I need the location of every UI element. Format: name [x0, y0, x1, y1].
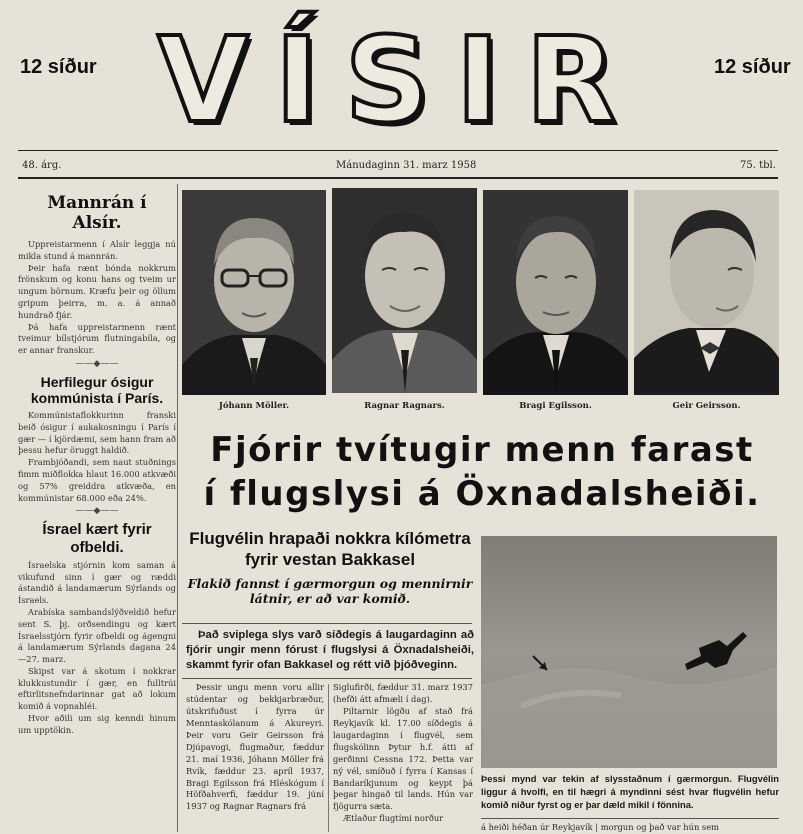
masthead-rule-bottom — [18, 177, 778, 179]
crash-photo-caption — [481, 772, 779, 811]
story-paragraph: Arabíska sambandslýðveldið hefur sent S. þj. orðsendingu og kært Ísraelsstjórn fyrir ofbeldi og ágengni á landamærum Sýrlands dagana 24—27. marz. — [18, 606, 176, 665]
story-paragraph: Skipst var á skotum í nokkrar klukkustundir í gær, en fulltrúi eftirlitsnefndarinnar gat að lokum komið á vopnahléi. — [18, 665, 176, 712]
lead-rule — [182, 678, 472, 679]
story-paragraph: Frambjóðandi, sem naut stuðnings fimm miðflokka hlaut 16.000 atkvæði og 57% greiddra atkvæða, en kommúnistar 68.000 eða 24%. — [18, 457, 176, 503]
newspaper-title: VÍSIR — [157, 11, 643, 149]
column-divider — [177, 184, 178, 832]
body-column-1 — [186, 682, 324, 813]
pages-count-left: 12 síður — [20, 56, 97, 78]
lead-text: Það sviplega slys varð síðdegis á laugardaginn að fjórir ungir menn fórust í flugslysi á Öxnadalsheiði, skammt fyrir ofan Bakkasel og rétt við þjóðveginn. — [186, 629, 474, 671]
body-text: Ætlaður flugtími norður — [343, 813, 444, 824]
portrait-photo-ragnar — [332, 188, 477, 393]
body-text: Þessir ungu menn voru allir stúdentar og bekkjarbræður, útskrifuðust í fyrra úr Menntaskólanum á Akureyri. Þeir voru Geir Geirsson frá Djúpavogi, flugmaður, fæddur 21. maí 1936, Jóhann Möller frá Rvík, fæddur 23. apríl 1937, Bragi Egilsson frá Hléskógum í Höfðahverfi, fæddur 19. júní 1937 og Ragnar Ragnars frá — [186, 682, 324, 812]
caption-rule — [481, 818, 779, 819]
continued-text: á heiði héðan úr Reykjavík | morgun og það var hún sem — [481, 822, 719, 832]
body-column-divider — [328, 684, 329, 832]
story-headline-paris: Herfilegur ósigur kommúnista í París. — [30, 373, 164, 406]
issue-date: Mánudaginn 31. marz 1958 — [336, 160, 477, 171]
volume-year: 48. árg. — [22, 160, 62, 171]
portrait-photo-johann — [182, 190, 326, 395]
portrait-photo-geir — [634, 190, 779, 395]
story-headline-israel: Ísrael kært fyrir ofbeldi. — [42, 521, 152, 556]
photo-caption-text: Þessi mynd var tekin af slysstaðnum í gærmorgun. Flugvélin liggur á hvolfi, en til hægri á myndinni sést hvar flugvélin hefur komið niður fyrst og er þar dæld mikil í fönnina. — [481, 773, 779, 810]
photo-caption: Jóhann Möller. — [218, 401, 290, 411]
lead-paragraph — [186, 628, 474, 673]
photo-caption: Ragnar Ragnars. — [364, 401, 445, 411]
main-headline — [182, 428, 782, 516]
story-paragraph: Þeir hafa rænt bónda nokkrum frönskum og konu hans og tveim ur ungum börnum. Kræfu þeir og öllum gripum þeirra, m. a. á annað hundrað fjár. — [18, 262, 176, 320]
body-column-2 — [333, 682, 473, 825]
portrait-photo-bragi — [483, 190, 628, 395]
masthead-rule-top — [18, 150, 778, 151]
sub-headline: Flugvélin hrapaði nokkra kílómetra fyrir vestan Bakkasel — [189, 529, 471, 569]
issue-number: 75. tbl. — [740, 160, 776, 171]
main-headline-line1: Fjórir tvítugir menn farast — [210, 430, 754, 470]
body-text: Siglufirði, fæddur 31. marz 1937 (hefði átt afmæli í dag). — [333, 682, 473, 704]
story-paragraph: Þá hafa uppreistarmenn rænt tveimur bílstjórum flutningabíla, og er annar franskur. — [18, 321, 176, 356]
sub-headline-block — [186, 528, 474, 606]
crash-site-photo — [481, 536, 777, 768]
body-text: Piltarnir lögðu af stað frá Reykjavík kl. 17.00 síðdegis á laugardaginn í flugvél, sem flugskólinn Þytur h.f. átti af gerðinni Cessna 172. Þetta var ný vél, smíðuð í fyrra í Kansas í Bandaríkjunum og keypt þá þegar hingað til lands. Hún var fjögurra sæta. — [333, 705, 473, 812]
story-headline-alsir: Mannrán í Alsír. — [47, 193, 147, 233]
main-headline-line2: í flugslysi á Öxnadalsheiði. — [203, 474, 761, 514]
story-paragraph: Kommúnistaflokkurinn franski beið ósigur í aukakosningu í París í gær — í kjördæmi, sem hann fram að þessu hefur öruggt haldið. — [18, 410, 176, 456]
story-separator: ——◆—— — [75, 358, 119, 369]
story-paragraph: Ísraelska stjórnin kom saman á vikufund sinn í gær og ræddi ástandið á landamærum Sýrlands og Ísraels. — [18, 559, 176, 606]
pages-count-right: 12 síður — [714, 56, 791, 78]
photo-caption: Geir Geirsson. — [672, 401, 741, 411]
story-paragraph: Uppreistarmenn í Alsír leggja nú mikla stund á mannrán. — [18, 239, 176, 261]
story-separator: ——◆—— — [75, 506, 119, 517]
sub-headline-rule — [182, 623, 472, 624]
photo-caption: Bragi Egilsson. — [519, 401, 592, 411]
story-paragraph: Hvor aðili um sig kenndi hinum um upptökin. — [18, 713, 176, 735]
sub-headline-italic: Flakið fannst í gærmorgun og mennirnir látnir, er að var komið. — [187, 576, 473, 606]
left-column — [18, 186, 176, 737]
